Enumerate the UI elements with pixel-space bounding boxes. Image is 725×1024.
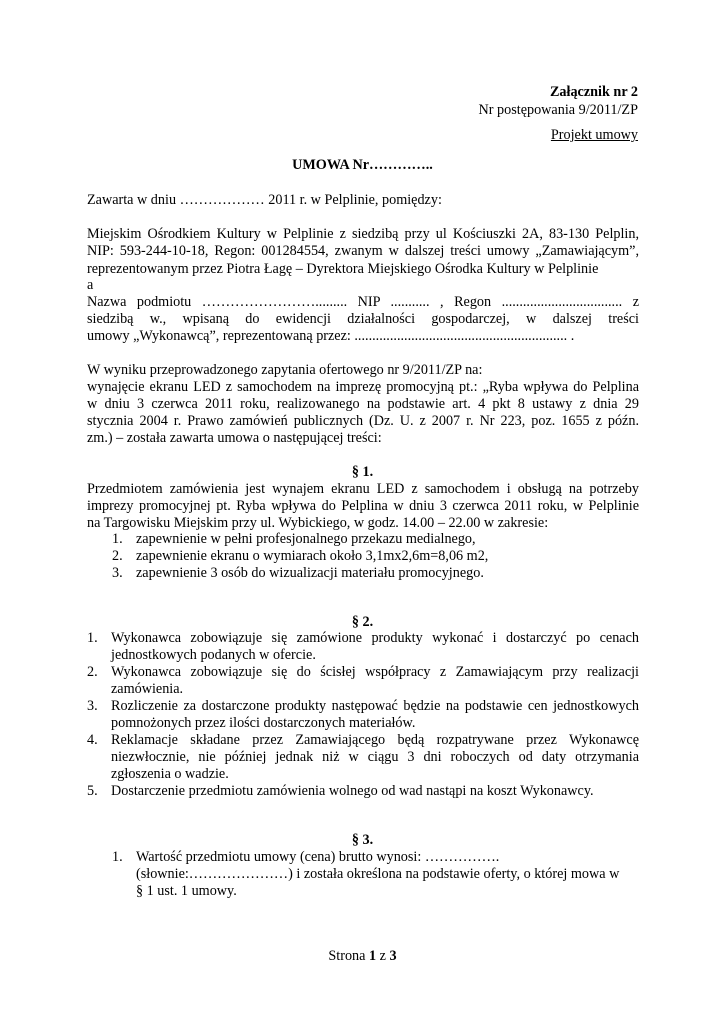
list-item: zgłoszenia o wadzie. <box>111 766 229 782</box>
list-item-number: 1. <box>112 531 123 547</box>
list-item-number: 5. <box>87 783 98 799</box>
section1-line: imprezy promocyjnej pt. Ryba wpływa do Pelplina w dniu 3 czerwca 2011 roku, w Pelplinie <box>87 498 639 514</box>
page-footer <box>0 948 725 965</box>
party1-line: reprezentowanym przez Piotra Łagę – Dyrektora Miejskiego Ośrodka Kultury w Pelplinie <box>87 261 599 277</box>
attachment-label: Załącznik nr 2 <box>549 84 638 100</box>
list-item: zapewnienie w pełni profesjonalnego przekazu medialnego, <box>136 531 476 547</box>
list-item: zapewnienie ekranu o wymiarach około 3,1mx2,6m=8,06 m2, <box>136 548 489 564</box>
list-item: Wykonawca zobowiązuje się zamówione produkty wykonać i dostarczyć po cenach <box>111 630 639 646</box>
list-item-number: 3. <box>112 565 123 581</box>
party2-line: Nazwa podmiotu ……………………......... NIP ........... , Regon .................................. z <box>87 294 639 310</box>
result-line: w dniu 3 czerwca 2011 roku, realizowanego na podstawie art. 4 pkt 8 ustawy z dnia 29 <box>87 396 639 412</box>
result-line: zm.) – została zawarta umowa o następującej treści: <box>87 430 382 446</box>
list-item: Dostarczenie przedmiotu zamówienia wolnego od wad nastąpi na koszt Wykonawcy. <box>111 783 594 799</box>
party2-line: siedzibą w., wpisaną do ewidencji działalności gospodarczej, w dalszej treści <box>87 311 639 327</box>
section1-line: Przedmiotem zamówienia jest wynajem ekranu LED z samochodem i obsługą na potrzeby <box>87 481 639 497</box>
conjunction: a <box>87 277 94 293</box>
list-item-number: 1. <box>112 849 123 865</box>
footer-mid: z <box>376 948 390 964</box>
list-item-number: 1. <box>87 630 98 646</box>
total-pages-number: 3 <box>389 948 397 964</box>
list-item: Wartość przedmiotu umowy (cena) brutto wynosi: ……………. <box>136 849 500 865</box>
list-item: pomnożonych przez ilości dostarczonych materiałów. <box>111 715 416 731</box>
list-item-number: 2. <box>87 664 98 680</box>
concluded-line: Zawarta w dniu ……………… 2011 r. w Pelplinie, pomiędzy: <box>87 192 442 208</box>
result-line: W wyniku przeprowadzonego zapytania ofertowego nr 9/2011/ZP na: <box>87 362 483 378</box>
section2-heading: § 2. <box>351 614 374 630</box>
list-item: Wykonawca zobowiązuje się do ścisłej współpracy z Zamawiającym przy realizacji <box>111 664 639 680</box>
contract-title: UMOWA Nr………….. <box>292 157 433 173</box>
section3-heading: § 3. <box>351 832 374 848</box>
party2-line: umowy „Wykonawcą”, reprezentowaną przez: ............................................................ . <box>87 328 575 344</box>
list-item-number: 3. <box>87 698 98 714</box>
list-item: jednostkowych podanych w ofercie. <box>111 647 316 663</box>
list-item: niezwłocznie, nie później jednak niż w ciągu 3 dni roboczych od daty otrzymania <box>111 749 639 765</box>
section1-heading: § 1. <box>351 464 374 480</box>
list-item: zapewnienie 3 osób do wizualizacji materiału promocyjnego. <box>136 565 484 581</box>
list-item: Rozliczenie za dostarczone produkty następować będzie na podstawie cen jednostkowych <box>111 698 639 714</box>
list-item-number: 4. <box>87 732 98 748</box>
procedure-number: Nr postępowania 9/2011/ZP <box>478 102 638 118</box>
current-page-number: 1 <box>369 948 377 964</box>
list-item: zamówienia. <box>111 681 184 697</box>
party1-line: Miejskim Ośrodkiem Kultury w Pelplinie z siedzibą przy ul Kościuszki 2A, 83-130 Pelplin, <box>87 226 639 242</box>
list-item: § 1 ust. 1 umowy. <box>136 883 237 899</box>
result-line: stycznia 2004 r. Prawo zamówień publicznych (Dz. U. z 2007 r. Nr 223, poz. 1655 z późn. <box>87 413 639 429</box>
result-line: wynajęcie ekranu LED z samochodem na imprezę promocyjną pt.: „Ryba wpływa do Pelplina <box>87 379 639 395</box>
list-item: (słownie:…………………) i została określona na podstawie oferty, o której mowa w <box>136 866 620 882</box>
section1-line: na Targowisku Miejskim przy ul. Wybickiego, w godz. 14.00 – 22.00 w zakresie: <box>87 515 549 531</box>
draft-label: Projekt umowy <box>550 127 638 143</box>
list-item-number: 2. <box>112 548 123 564</box>
footer-prefix: Strona <box>328 948 369 964</box>
party1-line: NIP: 593-244-10-18, Regon: 001284554, zwanym w dalszej treści umowy „Zamawiającym”, <box>87 243 639 259</box>
list-item: Reklamacje składane przez Zamawiającego będą rozpatrywane przez Wykonawcę <box>111 732 639 748</box>
